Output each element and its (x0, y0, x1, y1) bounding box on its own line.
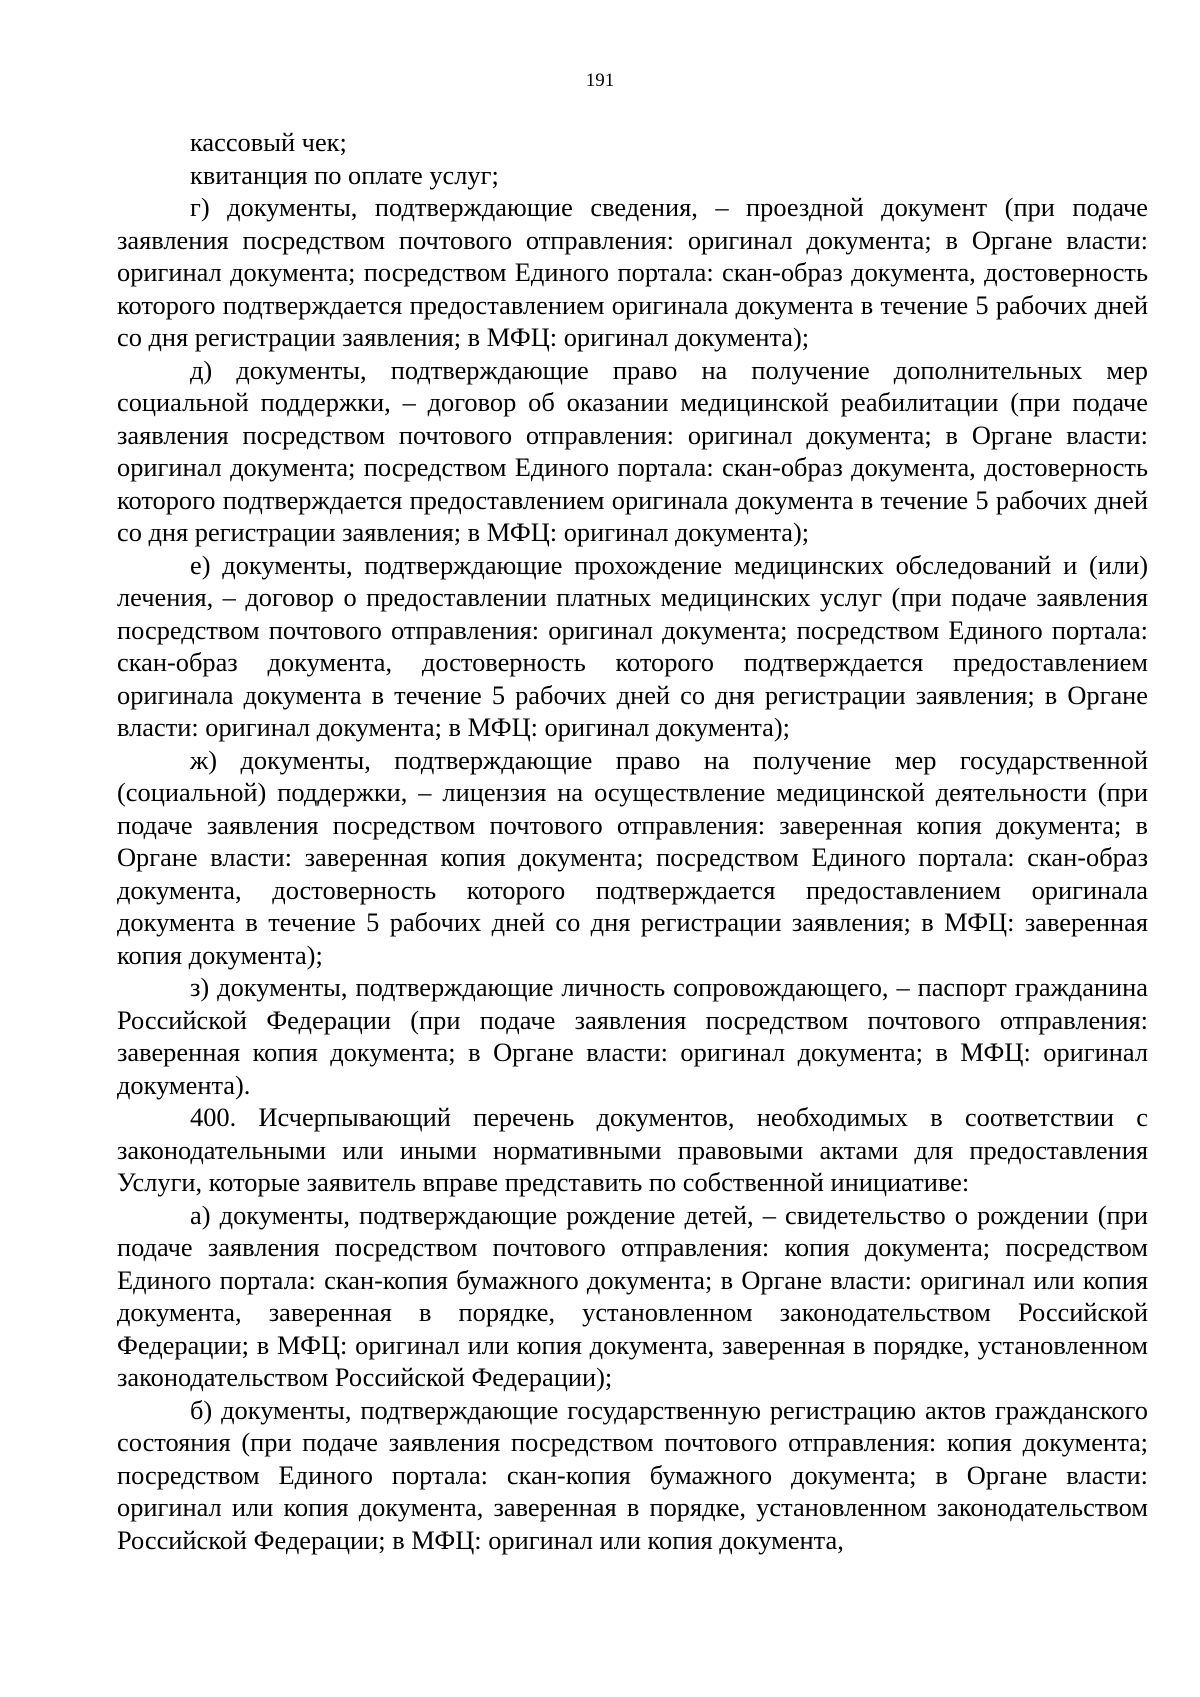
paragraph-d-social-support: д) документы, подтверждающие право на получение дополнительных мер социальной поддержки, – договор об оказании медицинской реабилитации (при подаче заявления посредством почтового отправления: оригинал документа; в Органе власти: оригинал документа; посредством Единого портала: скан-образ документа, достоверность которого подтверждается предоставлением оригинала документа в течение 5 рабочих дней со дня регистрации заявления; в МФЦ: оригинал документа); (117, 354, 1148, 547)
paragraph-payment-slip: квитанция по оплате услуг; (190, 159, 499, 190)
paragraph-z-companion-identity: з) документы, подтверждающие личность сопровождающего, – паспорт гражданина Российской Федерации (при подаче заявления посредством почтового отправления: заверенная копия документа; в Органе власти: оригинал документа; в МФЦ: оригинал документа). (117, 972, 1148, 1100)
paragraph-400-document-list: 400. Исчерпывающий перечень документов, необходимых в соответствии с законодательными или иными нормативными правовыми актами для предоставления Услуги, которые заявитель вправе представить по собственной инициативе: (117, 1102, 1148, 1197)
paragraph-receipt: кассовый чек; (190, 127, 347, 157)
paragraph-e-medical-services: е) документы, подтверждающие прохождение медицинских обследований и (или) лечения, – договор о предоставлении платных медицинских услуг (при подаче заявления посредством почтового отправления: оригинал документа; посредством Единого портала: скан-образ документа, достоверность которого подтверждается предоставлением оригинала документа в течение 5 рабочих дней со дня регистрации заявления; в Органе власти: оригинал документа; в МФЦ: оригинал документа); (117, 549, 1148, 742)
paragraph-zh-medical-license: ж) документы, подтверждающие право на получение мер государственной (социальной) поддержки, – лицензия на осуществление медицинской деятельности (при подаче заявления посредством почтового отправления: заверенная копия документа; в Органе власти: заверенная копия документа; посредством Единого портала: скан-образ документа, достоверность которого подтверждается предоставлением оригинала документа в течение 5 рабочих дней со дня регистрации заявления; в МФЦ: заверенная копия документа); (117, 744, 1148, 970)
page-number: 191 (585, 70, 615, 91)
paragraph-a-birth-certificate: а) документы, подтверждающие рождение детей, – свидетельство о рождении (при подаче заявления посредством почтового отправления: копия документа; посредством Единого портала: скан-копия бумажного документа; в Органе власти: оригинал или копия документа, заверенная в порядке, установленном законодательством Российской Федерации; в МФЦ: оригинал или копия документа, заверенная в порядке, установленном законодательством Российской Федерации); (117, 1199, 1148, 1392)
document-body (117, 126, 1148, 1556)
paragraph-g-travel-document: г) документы, подтверждающие сведения, – проездной документ (при подаче заявления посредством почтового отправления: оригинал документа; в Органе власти: оригинал документа; посредством Единого портала: скан-образ документа, достоверность которого подтверждается предоставлением оригинала документа в течение 5 рабочих дней со дня регистрации заявления; в МФЦ: оригинал документа); (117, 192, 1148, 352)
paragraph-b-civil-status-acts: б) документы, подтверждающие государственную регистрацию актов гражданского состояния (при подаче заявления посредством почтового отправления: копия документа; посредством Единого портала: скан-копия бумажного документа; в Органе власти: оригинал или копия документа, заверенная в порядке, установленном законодательством Российской Федерации; в МФЦ: оригинал или копия документа, (117, 1394, 1148, 1555)
